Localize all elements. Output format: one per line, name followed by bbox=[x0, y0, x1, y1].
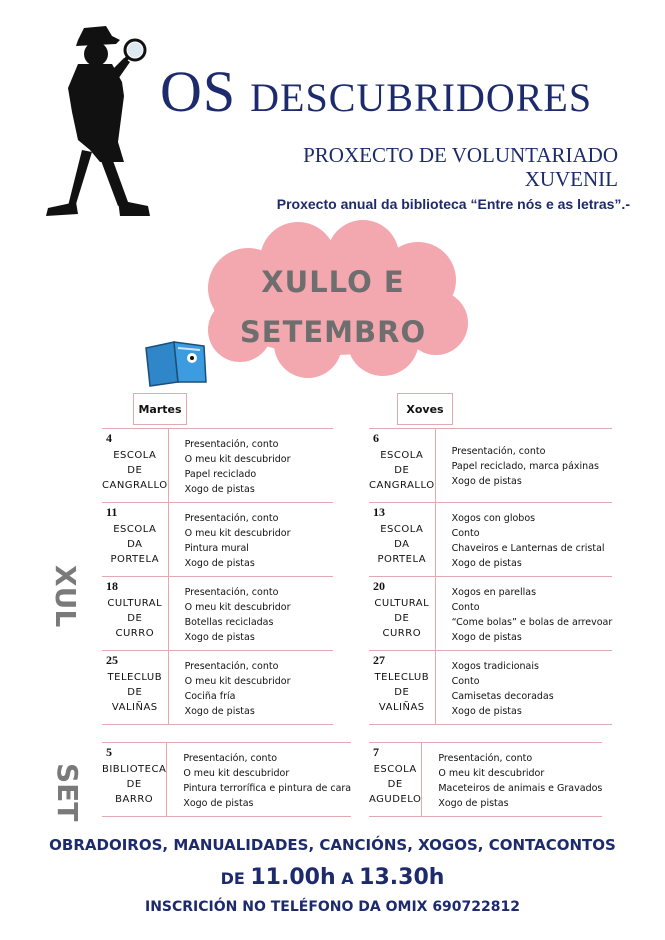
venue-line: CURRO bbox=[115, 628, 155, 639]
venue-line: ESCOLA bbox=[113, 524, 157, 535]
detective-icon bbox=[38, 22, 158, 227]
schedule-row bbox=[369, 429, 612, 503]
schedule-location-cell bbox=[369, 503, 435, 577]
activity-item: Presentación, conto bbox=[451, 446, 546, 457]
venue-line: DE bbox=[387, 779, 403, 790]
venue-line: CANGRALLO bbox=[102, 480, 168, 491]
activities-cell bbox=[167, 743, 351, 817]
schedule-table-xoves-xul bbox=[369, 428, 612, 725]
tagline: Proxecto anual da biblioteca “Entre nós e as letras”.- bbox=[276, 196, 630, 212]
activity-item: Conto bbox=[451, 675, 480, 687]
activity-item: Presentación, conto bbox=[183, 752, 278, 764]
activity-item: Xogos en parellas bbox=[451, 586, 537, 598]
day-number: 25 bbox=[106, 653, 118, 667]
day-number: 11 bbox=[106, 505, 118, 519]
activities-cell bbox=[435, 429, 612, 503]
activities-cell bbox=[168, 503, 333, 577]
venue-line: ESCOLA bbox=[380, 450, 424, 461]
venue-line: CURRO bbox=[382, 628, 422, 639]
venue-line: ESCOLA bbox=[373, 764, 417, 775]
day-number: 27 bbox=[373, 653, 385, 667]
page-title bbox=[160, 58, 630, 124]
day-number: 6 bbox=[373, 431, 379, 445]
schedule-row bbox=[102, 743, 351, 817]
venue-name bbox=[102, 586, 168, 641]
activity-item: O meu kit descubridor bbox=[438, 767, 545, 779]
activities-cell bbox=[168, 577, 333, 651]
activity-item: O meu kit descubridor bbox=[184, 675, 291, 687]
venue-line: AGUDELO bbox=[369, 794, 422, 805]
venue-line: ESCOLA bbox=[113, 450, 157, 461]
month-label-xul: XUL bbox=[49, 565, 82, 628]
venue-line: CANGRALLO bbox=[369, 480, 435, 491]
venue-line: ESCOLA bbox=[380, 524, 424, 535]
schedule-location-cell bbox=[369, 429, 435, 503]
venue-line: TELECLUB bbox=[374, 672, 430, 683]
schedule-row bbox=[102, 429, 333, 503]
day-header-martes: Martes bbox=[133, 393, 187, 425]
activity-item: Pintura mural bbox=[184, 542, 249, 554]
footer-schedule-time bbox=[0, 865, 665, 890]
activity-item: Xogo de pistas bbox=[451, 476, 522, 487]
schedule-location-cell bbox=[102, 743, 167, 817]
schedule-row bbox=[102, 503, 333, 577]
venue-name bbox=[369, 752, 421, 807]
activity-item: Xogo de pistas bbox=[184, 631, 255, 643]
venue-line: CULTURAL bbox=[374, 598, 430, 609]
activities-cell bbox=[435, 577, 612, 651]
venue-line: DE bbox=[127, 613, 143, 624]
activity-item: Pintura terrorífica e pintura de cara bbox=[183, 782, 352, 794]
activity-item: Chaveiros e Lanternas de cristal bbox=[451, 542, 605, 554]
venue-line: DE bbox=[127, 465, 143, 476]
activity-item: O meu kit descubridor bbox=[184, 601, 291, 613]
venue-line: CULTURAL bbox=[107, 598, 163, 609]
activity-item: Xogo de pistas bbox=[184, 483, 255, 495]
activity-item: Maceteiros de animais e Gravados bbox=[438, 782, 603, 794]
activity-item: Xogo de pistas bbox=[451, 631, 522, 643]
activity-item: Xogo de pistas bbox=[451, 557, 522, 569]
subtitle-line2: XUVENIL bbox=[524, 167, 618, 191]
schedule-row bbox=[102, 651, 333, 725]
day-number: 7 bbox=[373, 745, 379, 759]
schedule-table-martes-xul bbox=[102, 428, 333, 725]
venue-line: DE bbox=[126, 779, 142, 790]
title-os: OS bbox=[160, 59, 237, 124]
schedule-location-cell bbox=[102, 577, 168, 651]
venue-line: DE bbox=[127, 687, 143, 698]
activities-cell bbox=[435, 651, 612, 725]
schedule-row bbox=[369, 577, 612, 651]
venue-line: DE bbox=[394, 465, 410, 476]
schedule-location-cell bbox=[369, 577, 435, 651]
venue-line: DE bbox=[394, 687, 410, 698]
schedule-table-martes-set bbox=[102, 742, 351, 817]
footer-end-time: 13.30h bbox=[359, 865, 445, 890]
activity-item: Presentación, conto bbox=[184, 512, 279, 524]
activity-item: Presentación, conto bbox=[438, 752, 533, 764]
venue-name bbox=[102, 660, 168, 715]
footer-activities: OBRADOIROS, MANUALIDADES, CANCIÓNS, XOGOS, CONTACONTOS bbox=[49, 836, 616, 854]
venue-line: DA bbox=[394, 539, 410, 550]
venue-name bbox=[102, 438, 168, 493]
activity-item: Xogos tradicionais bbox=[451, 660, 539, 672]
day-number: 18 bbox=[106, 579, 118, 593]
schedule-table-xoves-set bbox=[369, 742, 602, 817]
schedule-location-cell bbox=[369, 651, 435, 725]
month-label-set: SET bbox=[51, 763, 84, 822]
venue-line: PORTELA bbox=[110, 554, 160, 565]
activity-item: Cociña fría bbox=[184, 690, 236, 702]
activity-item: Papel reciclado bbox=[184, 468, 257, 480]
schedule-location-cell bbox=[102, 429, 168, 503]
cloud-line2: SETEMBRO bbox=[239, 315, 427, 349]
cloud-title bbox=[218, 257, 448, 357]
activity-item: Presentación, conto bbox=[184, 660, 279, 672]
venue-line: PORTELA bbox=[377, 554, 427, 565]
venue-name bbox=[102, 752, 166, 807]
activity-item: Conto bbox=[451, 527, 480, 539]
day-number: 13 bbox=[373, 505, 385, 519]
activity-item: O meu kit descubridor bbox=[184, 453, 291, 465]
schedule-row bbox=[369, 743, 602, 817]
venue-line: BIBLIOTECA bbox=[102, 764, 167, 775]
day-number: 20 bbox=[373, 579, 385, 593]
footer-de: DE bbox=[220, 869, 245, 888]
footer-inscription: INSCRICIÓN NO TELÉFONO DA OMIX 690722812 bbox=[144, 899, 520, 915]
schedule-row bbox=[369, 503, 612, 577]
activity-item: Botellas recicladas bbox=[184, 616, 274, 628]
venue-name bbox=[369, 660, 435, 715]
activity-item: Presentación, conto bbox=[184, 438, 279, 450]
activity-item: Xogo de pistas bbox=[451, 705, 522, 717]
activities-cell bbox=[422, 743, 603, 817]
title-descubridores: DESCUBRIDORES bbox=[250, 75, 593, 120]
schedule-location-cell bbox=[102, 503, 168, 577]
activity-item: Papel reciclado, marca páxinas bbox=[451, 461, 599, 472]
activity-item: Xogo de pistas bbox=[184, 705, 255, 717]
venue-name bbox=[102, 512, 168, 567]
activity-item: Xogo de pistas bbox=[438, 797, 509, 809]
activity-item: “Come bolas” e bolas de arrevoar bbox=[451, 616, 613, 628]
activities-cell bbox=[168, 429, 333, 503]
schedule-row bbox=[102, 577, 333, 651]
cloud-line1: XULLO E bbox=[261, 265, 405, 299]
footer-a: A bbox=[341, 869, 354, 888]
venue-line: VALIÑAS bbox=[378, 702, 425, 713]
schedule-location-cell bbox=[369, 743, 422, 817]
schedule-row bbox=[369, 651, 612, 725]
day-header-xoves: Xoves bbox=[397, 393, 453, 425]
activity-item: Xogo de pistas bbox=[183, 797, 254, 809]
activity-item: Presentación, conto bbox=[184, 586, 279, 598]
venue-line: VALIÑAS bbox=[111, 702, 158, 713]
venue-name bbox=[369, 586, 435, 641]
activity-item: O meu kit descubridor bbox=[183, 767, 290, 779]
venue-name bbox=[369, 438, 435, 493]
day-number: 4 bbox=[106, 431, 112, 445]
book-icon bbox=[142, 338, 212, 388]
activity-item: Camisetas decoradas bbox=[451, 690, 554, 702]
footer-start-time: 11.00h bbox=[250, 865, 336, 890]
venue-name bbox=[369, 512, 435, 567]
activities-cell bbox=[435, 503, 612, 577]
venue-line: BARRO bbox=[115, 794, 154, 805]
venue-line: TELECLUB bbox=[107, 672, 163, 683]
activity-item: Conto bbox=[451, 601, 480, 613]
venue-line: DA bbox=[127, 539, 143, 550]
venue-line: DE bbox=[394, 613, 410, 624]
activity-item: O meu kit descubridor bbox=[184, 527, 291, 539]
activities-cell bbox=[168, 651, 333, 725]
activity-item: Xogo de pistas bbox=[184, 557, 255, 569]
day-number: 5 bbox=[106, 745, 112, 759]
schedule-location-cell bbox=[102, 651, 168, 725]
activity-item: Xogos con globos bbox=[451, 512, 536, 524]
subtitle-line1: PROXECTO DE VOLUNTARIADO bbox=[303, 143, 618, 167]
